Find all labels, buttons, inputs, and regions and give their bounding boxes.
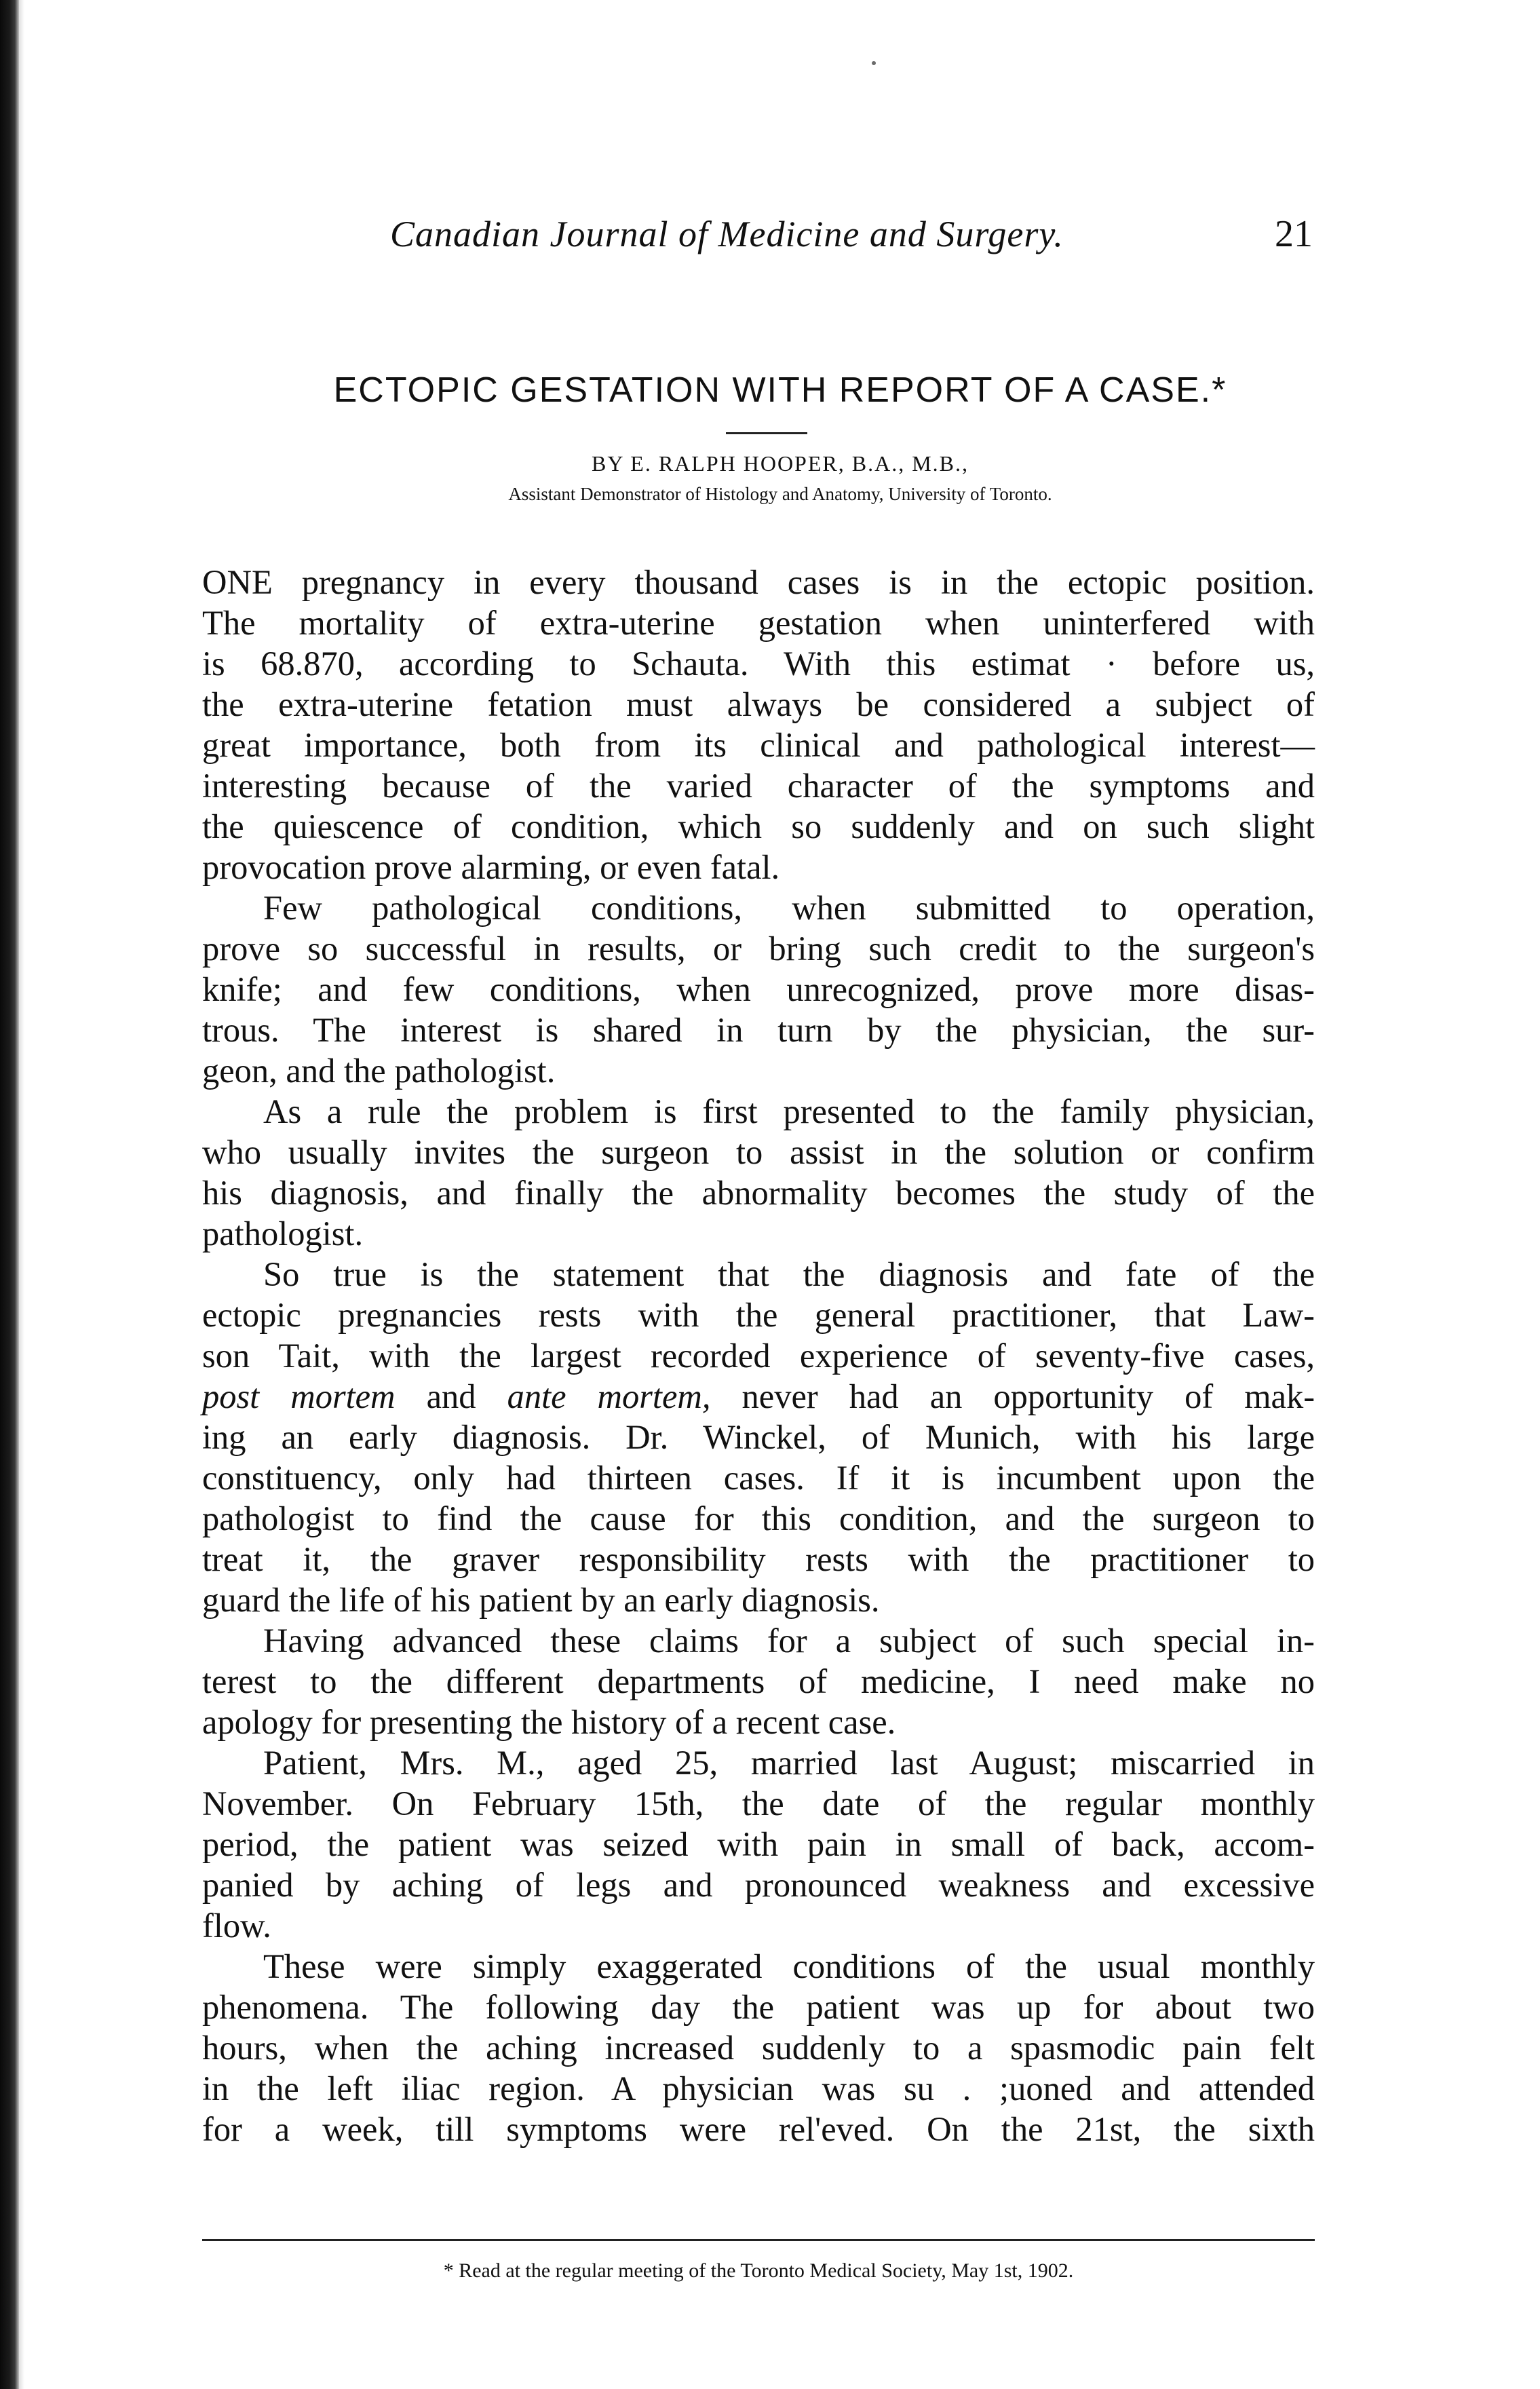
body-line: pathologist to find the cause for this condition, and the surgeon to [202, 1499, 1315, 1537]
body-line: his diagnosis, and finally the abnormality becomes the study of the [202, 1174, 1315, 1212]
body-line: November. On February 15th, the date of the regular monthly [202, 1784, 1315, 1822]
article-title: ECTOPIC GESTATION WITH REPORT OF A CASE.* [333, 370, 1227, 410]
body-line: who usually invites the surgeon to assist in the solution or confirm [202, 1133, 1315, 1171]
body-line: These were simply exaggerated conditions of the usual monthly [263, 1947, 1315, 1985]
body-line: constituency, only had thirteen cases. If it is incumbent upon the [202, 1459, 1315, 1497]
scan-edge-shadow [19, 0, 24, 2389]
body-line: pathologist. [202, 1215, 364, 1253]
body-line: in the left iliac region. A physician was su . ;uoned and attended [202, 2069, 1315, 2107]
body-line: The mortality of extra-uterine gestation when uninterfered with [202, 604, 1315, 642]
body-line: Few pathological conditions, when submitted to operation, [263, 889, 1315, 927]
body-line: provocation prove alarming, or even fatal. [202, 848, 780, 886]
body-line: son Tait, with the largest recorded experience of seventy-five cases, [202, 1337, 1315, 1375]
body-line: for a week, till symptoms were rel'eved. On the 21st, the sixth [202, 2110, 1315, 2148]
body-line: flow. [202, 1907, 271, 1945]
body-line: Having advanced these claims for a subject of such special in- [263, 1622, 1315, 1660]
body-line: trous. The interest is shared in turn by the physician, the sur- [202, 1011, 1315, 1049]
author-affiliation: Assistant Demonstrator of Histology and Anatomy, University of Toronto. [508, 484, 1052, 504]
body-line: period, the patient was seized with pain in small of back, accom- [202, 1825, 1315, 1863]
page-number: 21 [1275, 213, 1313, 255]
body-line: knife; and few conditions, when unrecognized, prove more disas- [202, 970, 1315, 1008]
author-byline: BY E. RALPH HOOPER, B.A., M.B., [592, 451, 969, 476]
footnote-rule [202, 2239, 1315, 2241]
body-line: terest to the different departments of medicine, I need make no [202, 1662, 1315, 1700]
body-line: the extra-uterine fetation must always be considered a subject of [202, 685, 1315, 723]
body-line: ing an early diagnosis. Dr. Winckel, of Munich, with his large [202, 1418, 1315, 1456]
footnote: * Read at the regular meeting of the Toronto Medical Society, May 1st, 1902. [443, 2259, 1074, 2282]
body-line: the quiescence of condition, which so suddenly and on such slight [202, 807, 1315, 845]
body-line: prove so successful in results, or bring such credit to the surgeon's [202, 930, 1315, 968]
body-line: panied by aching of legs and pronounced weakness and excessive [202, 1866, 1315, 1904]
body-line-italic [202, 1376, 1315, 1417]
body-line: So true is the statement that the diagnosis and fate of the [263, 1255, 1315, 1293]
body-line: Patient, Mrs. M., aged 25, married last August; miscarried in [263, 1744, 1315, 1782]
body-line: ectopic pregnancies rests with the general practitioner, that Law- [202, 1296, 1315, 1334]
body-line: interesting because of the varied character of the symptoms and [202, 767, 1315, 805]
scan-binding-edge [0, 0, 19, 2389]
body-line: great importance, both from its clinical and pathological interest— [202, 726, 1315, 764]
italic-post-mortem: post mortem [202, 1377, 396, 1415]
title-rule [726, 432, 807, 434]
body-line: treat it, the graver responsibility rests with the practitioner to [202, 1540, 1315, 1578]
body-line: phenomena. The following day the patient was up for about two [202, 1988, 1315, 2026]
body-line: hours, when the aching increased suddenly to a spasmodic pain felt [202, 2029, 1315, 2067]
body-line: As a rule the problem is first presented to the family physician, [263, 1092, 1315, 1130]
italic-ante-mortem: ante mortem, [507, 1377, 711, 1415]
scan-speck [872, 61, 876, 65]
body-line: guard the life of his patient by an early diagnosis. [202, 1581, 880, 1619]
running-head-journal-title: Canadian Journal of Medicine and Surgery. [390, 214, 1064, 254]
body-line: apology for presenting the history of a recent case. [202, 1703, 896, 1741]
text-and: and [395, 1377, 507, 1415]
text-rest: never had an opportunity of mak- [710, 1377, 1315, 1415]
body-line: geon, and the pathologist. [202, 1052, 556, 1090]
body-line: is 68.870, according to Schauta. With this estimat · before us, [202, 645, 1315, 683]
body-line: ONE pregnancy in every thousand cases is in the ectopic position. [202, 563, 1315, 601]
